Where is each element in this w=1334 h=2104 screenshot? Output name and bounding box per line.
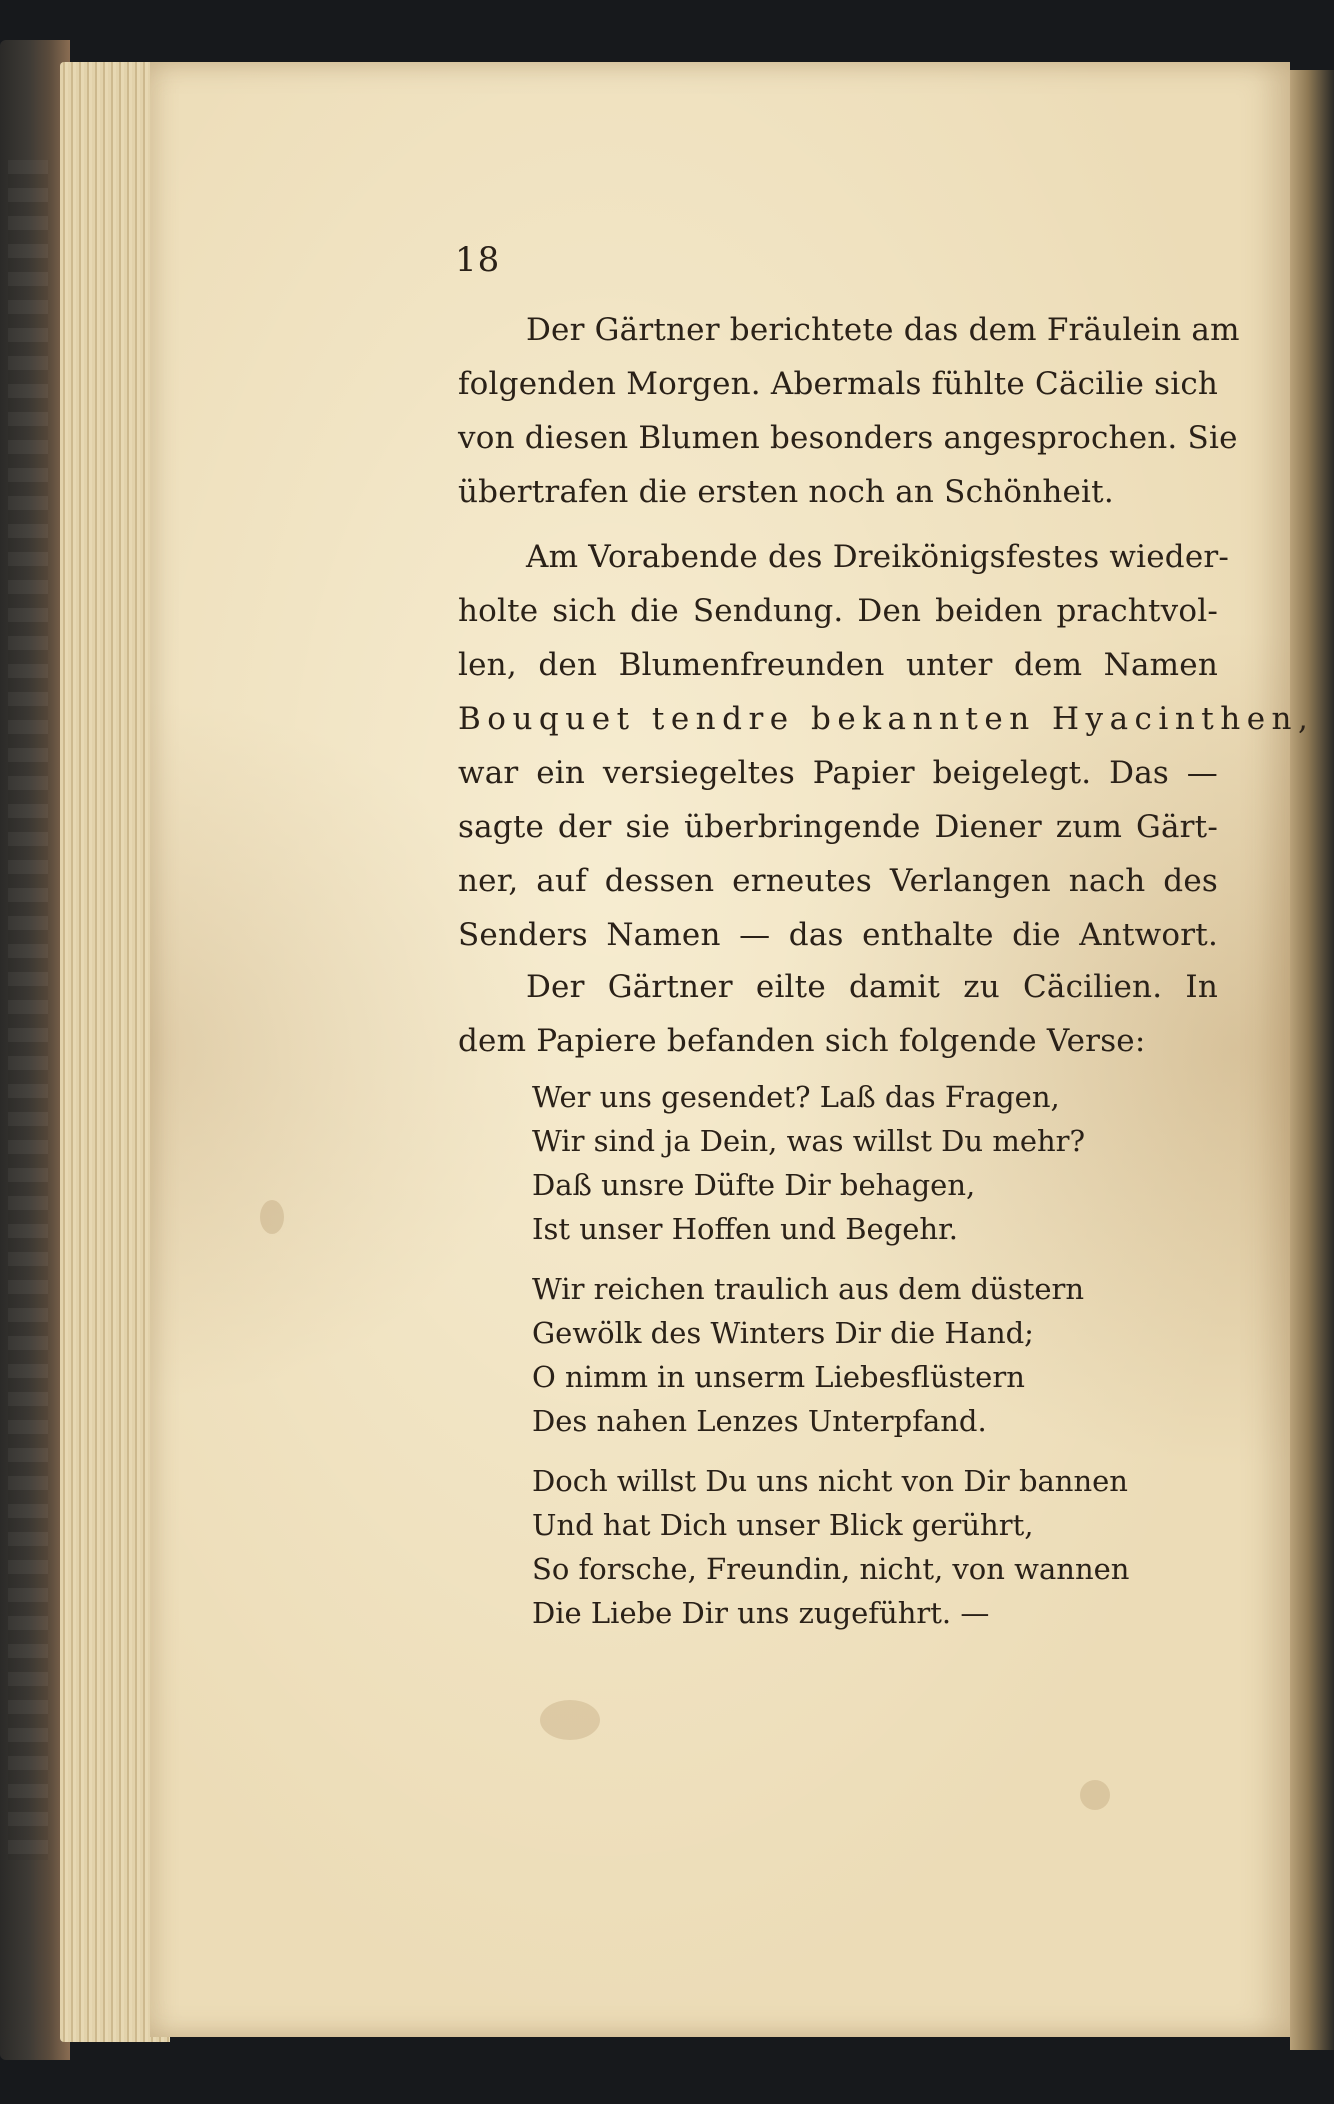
verse-line: Daß unsre Düfte Dir behagen, <box>532 1168 976 1202</box>
verse-line: Wir reichen traulich aus dem düstern <box>532 1272 1085 1306</box>
text-line: Der Gärtner eilte damit zu Cäcilien. In <box>526 969 1218 1005</box>
verse-line: Wer uns gesendet? Laß das Fragen, <box>532 1080 1060 1114</box>
verse-line: Die Liebe Dir uns zugeführt. — <box>532 1596 990 1630</box>
text-line: ner, auf dessen erneutes Verlangen nach des <box>458 863 1218 899</box>
text-line: len, den Blumenfreunden unter dem Namen <box>458 647 1218 683</box>
verse-line: O nimm in unserm Liebesflüstern <box>532 1360 1025 1394</box>
text-line: dem Papiere befanden sich folgende Verse: <box>458 1023 1146 1059</box>
verse-line: Gewölk des Winters Dir die Hand; <box>532 1316 1034 1350</box>
text-line: Senders Namen — das enthalte die Antwort. <box>458 917 1218 953</box>
text-line: von diesen Blumen besonders angesprochen. Sie <box>458 420 1238 456</box>
verse-line: Wir sind ja Dein, was willst Du mehr? <box>532 1124 1086 1158</box>
verse-line: Und hat Dich unser Blick gerührt, <box>532 1508 1034 1542</box>
text-line: Der Gärtner berichtete das dem Fräulein am <box>526 312 1240 348</box>
text-line: Am Vorabende des Dreikönigsfestes wieder- <box>526 539 1230 575</box>
verse-line: Des nahen Lenzes Unterpfand. <box>532 1404 987 1438</box>
text-line: holte sich die Sendung. Den beiden prachtvol- <box>458 593 1218 629</box>
verse-line: Doch willst Du uns nicht von Dir bannen <box>532 1464 1128 1498</box>
text-line: folgenden Morgen. Abermals fühlte Cäcilie sich <box>458 366 1219 402</box>
text-line: war ein versiegeltes Papier beigelegt. Das — <box>458 755 1218 791</box>
verse-line: Ist unser Hoffen und Begehr. <box>532 1212 959 1246</box>
text-line: übertrafen die ersten noch an Schönheit. <box>458 474 1114 510</box>
page-number: 18 <box>455 240 501 280</box>
verse-line: So forsche, Freundin, nicht, von wannen <box>532 1552 1130 1586</box>
text-line: sagte der sie überbringende Diener zum Gärt- <box>458 809 1218 845</box>
text-line: Bouquet tendre bekannten Hyacinthen, <box>458 701 1315 737</box>
